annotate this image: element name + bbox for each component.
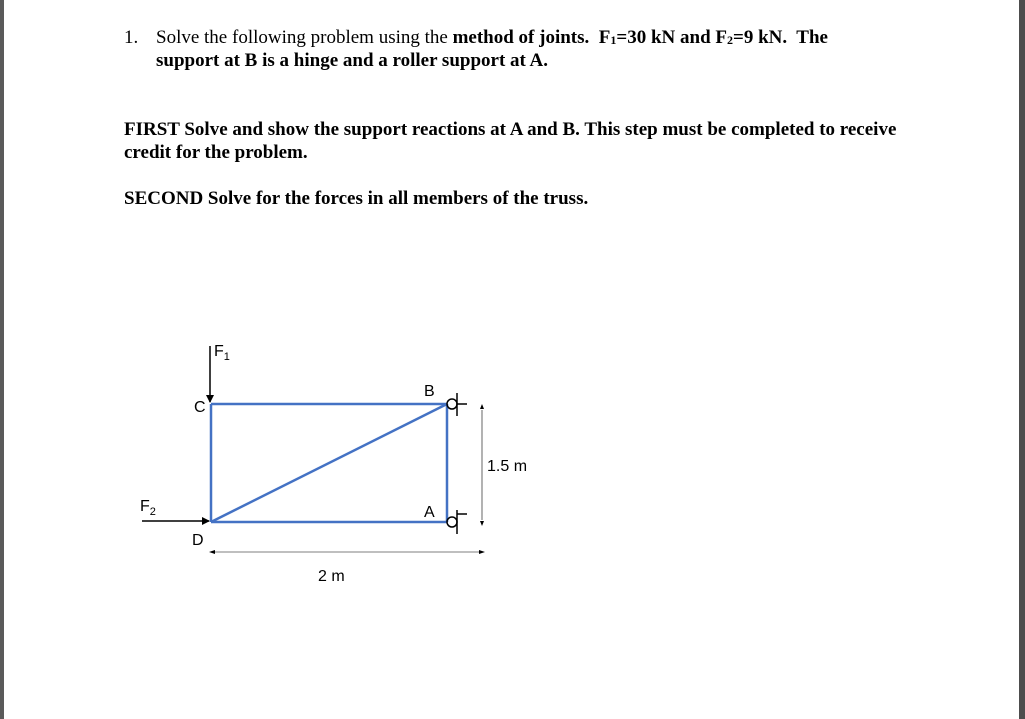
f2-value: =9 kN. — [733, 27, 788, 48]
member-db — [211, 404, 447, 522]
f1-subscript: 1 — [610, 33, 617, 47]
line1-end: The — [796, 27, 828, 48]
width-dim-arrow-left — [209, 550, 215, 554]
height-dim-arrow-top — [480, 404, 484, 409]
second-step-text: SECOND Solve for the forces in all members of the truss. — [124, 188, 589, 209]
roller-support-a-icon — [447, 510, 467, 534]
width-dim-arrow-right — [479, 550, 485, 554]
joint-c-label: C — [194, 399, 206, 416]
joint-b-label: B — [424, 383, 435, 400]
f1-value: =30 kN and — [616, 27, 711, 48]
first-step-text: FIRST Solve and show the support reactions at A and B. This step must be completed to receive credit for the problem. — [124, 119, 897, 163]
joint-a-label: A — [424, 504, 435, 521]
f2-label: $F_2$ — [140, 498, 156, 518]
problem-intro: Solve the following problem using the — [156, 27, 448, 48]
f2-symbol: F — [715, 27, 727, 48]
f1-symbol: F — [598, 27, 611, 48]
hinge-support-b-icon — [447, 393, 467, 416]
height-dimension-label: 1.5 m — [487, 458, 528, 475]
joint-d-label: D — [192, 532, 204, 549]
width-dimension-label: 2 m — [318, 568, 345, 585]
f2-subscript: 2 — [727, 33, 733, 47]
problem-line-2: support at B is a hinge and a roller support at A. — [156, 50, 549, 71]
method-text: method of joints. — [452, 27, 590, 48]
height-dim-arrow-bottom — [480, 521, 484, 526]
f1-label: $F_1$ — [214, 343, 230, 363]
problem-number: 1. — [124, 27, 139, 48]
